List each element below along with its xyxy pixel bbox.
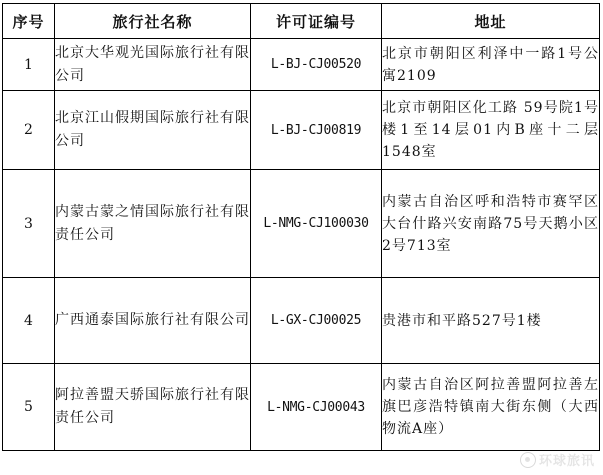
table-row (3, 278, 600, 364)
row-license-number: L-NMG-CJ100030 (251, 170, 382, 278)
header-address: 地址 (382, 4, 600, 39)
table-row (3, 170, 600, 278)
travel-agency-table (2, 3, 600, 451)
table-header-row (3, 4, 600, 39)
row-address: 内蒙古自治区呼和浩特市赛罕区大台什路兴安南路75号天鹅小区2号713室 (382, 170, 600, 278)
row-license-number: L-NMG-CJ00043 (251, 364, 382, 451)
row-agency-name: 北京大华观光国际旅行社有限公司 (55, 39, 251, 91)
row-address: 内蒙古自治区阿拉善盟阿拉善左旗巴彦浩特镇南大街东侧（大西物流A座） (382, 364, 600, 451)
row-license-number: L-GX-CJ00025 (251, 278, 382, 364)
table-row (3, 39, 600, 91)
table-row (3, 91, 600, 170)
row-license-number: L-BJ-CJ00520 (251, 39, 382, 91)
watermark (520, 450, 595, 469)
circle-logo-icon (520, 452, 536, 468)
table-row (3, 364, 600, 451)
row-seq: 2 (3, 91, 55, 170)
row-address: 贵港市和平路527号1楼 (382, 278, 600, 364)
row-seq: 3 (3, 170, 55, 278)
row-address: 北京市朝阳区利泽中一路1号公寓2109 (382, 39, 600, 91)
row-license-number: L-BJ-CJ00819 (251, 91, 382, 170)
row-seq: 4 (3, 278, 55, 364)
row-seq: 1 (3, 39, 55, 91)
row-agency-name: 阿拉善盟天骄国际旅行社有限责任公司 (55, 364, 251, 451)
header-seq: 序号 (3, 4, 55, 39)
row-seq: 5 (3, 364, 55, 451)
header-license: 许可证编号 (251, 4, 382, 39)
row-agency-name: 北京江山假期国际旅行社有限公司 (55, 91, 251, 170)
row-agency-name: 广西通泰国际旅行社有限公司 (55, 278, 251, 364)
watermark-text: 环球旅讯 (538, 454, 595, 469)
row-address: 北京市朝阳区化工路 59号院1号楼1至14层01内B座十二层1548室 (382, 91, 600, 170)
row-agency-name: 内蒙古蒙之情国际旅行社有限责任公司 (55, 170, 251, 278)
header-name: 旅行社名称 (55, 4, 251, 39)
